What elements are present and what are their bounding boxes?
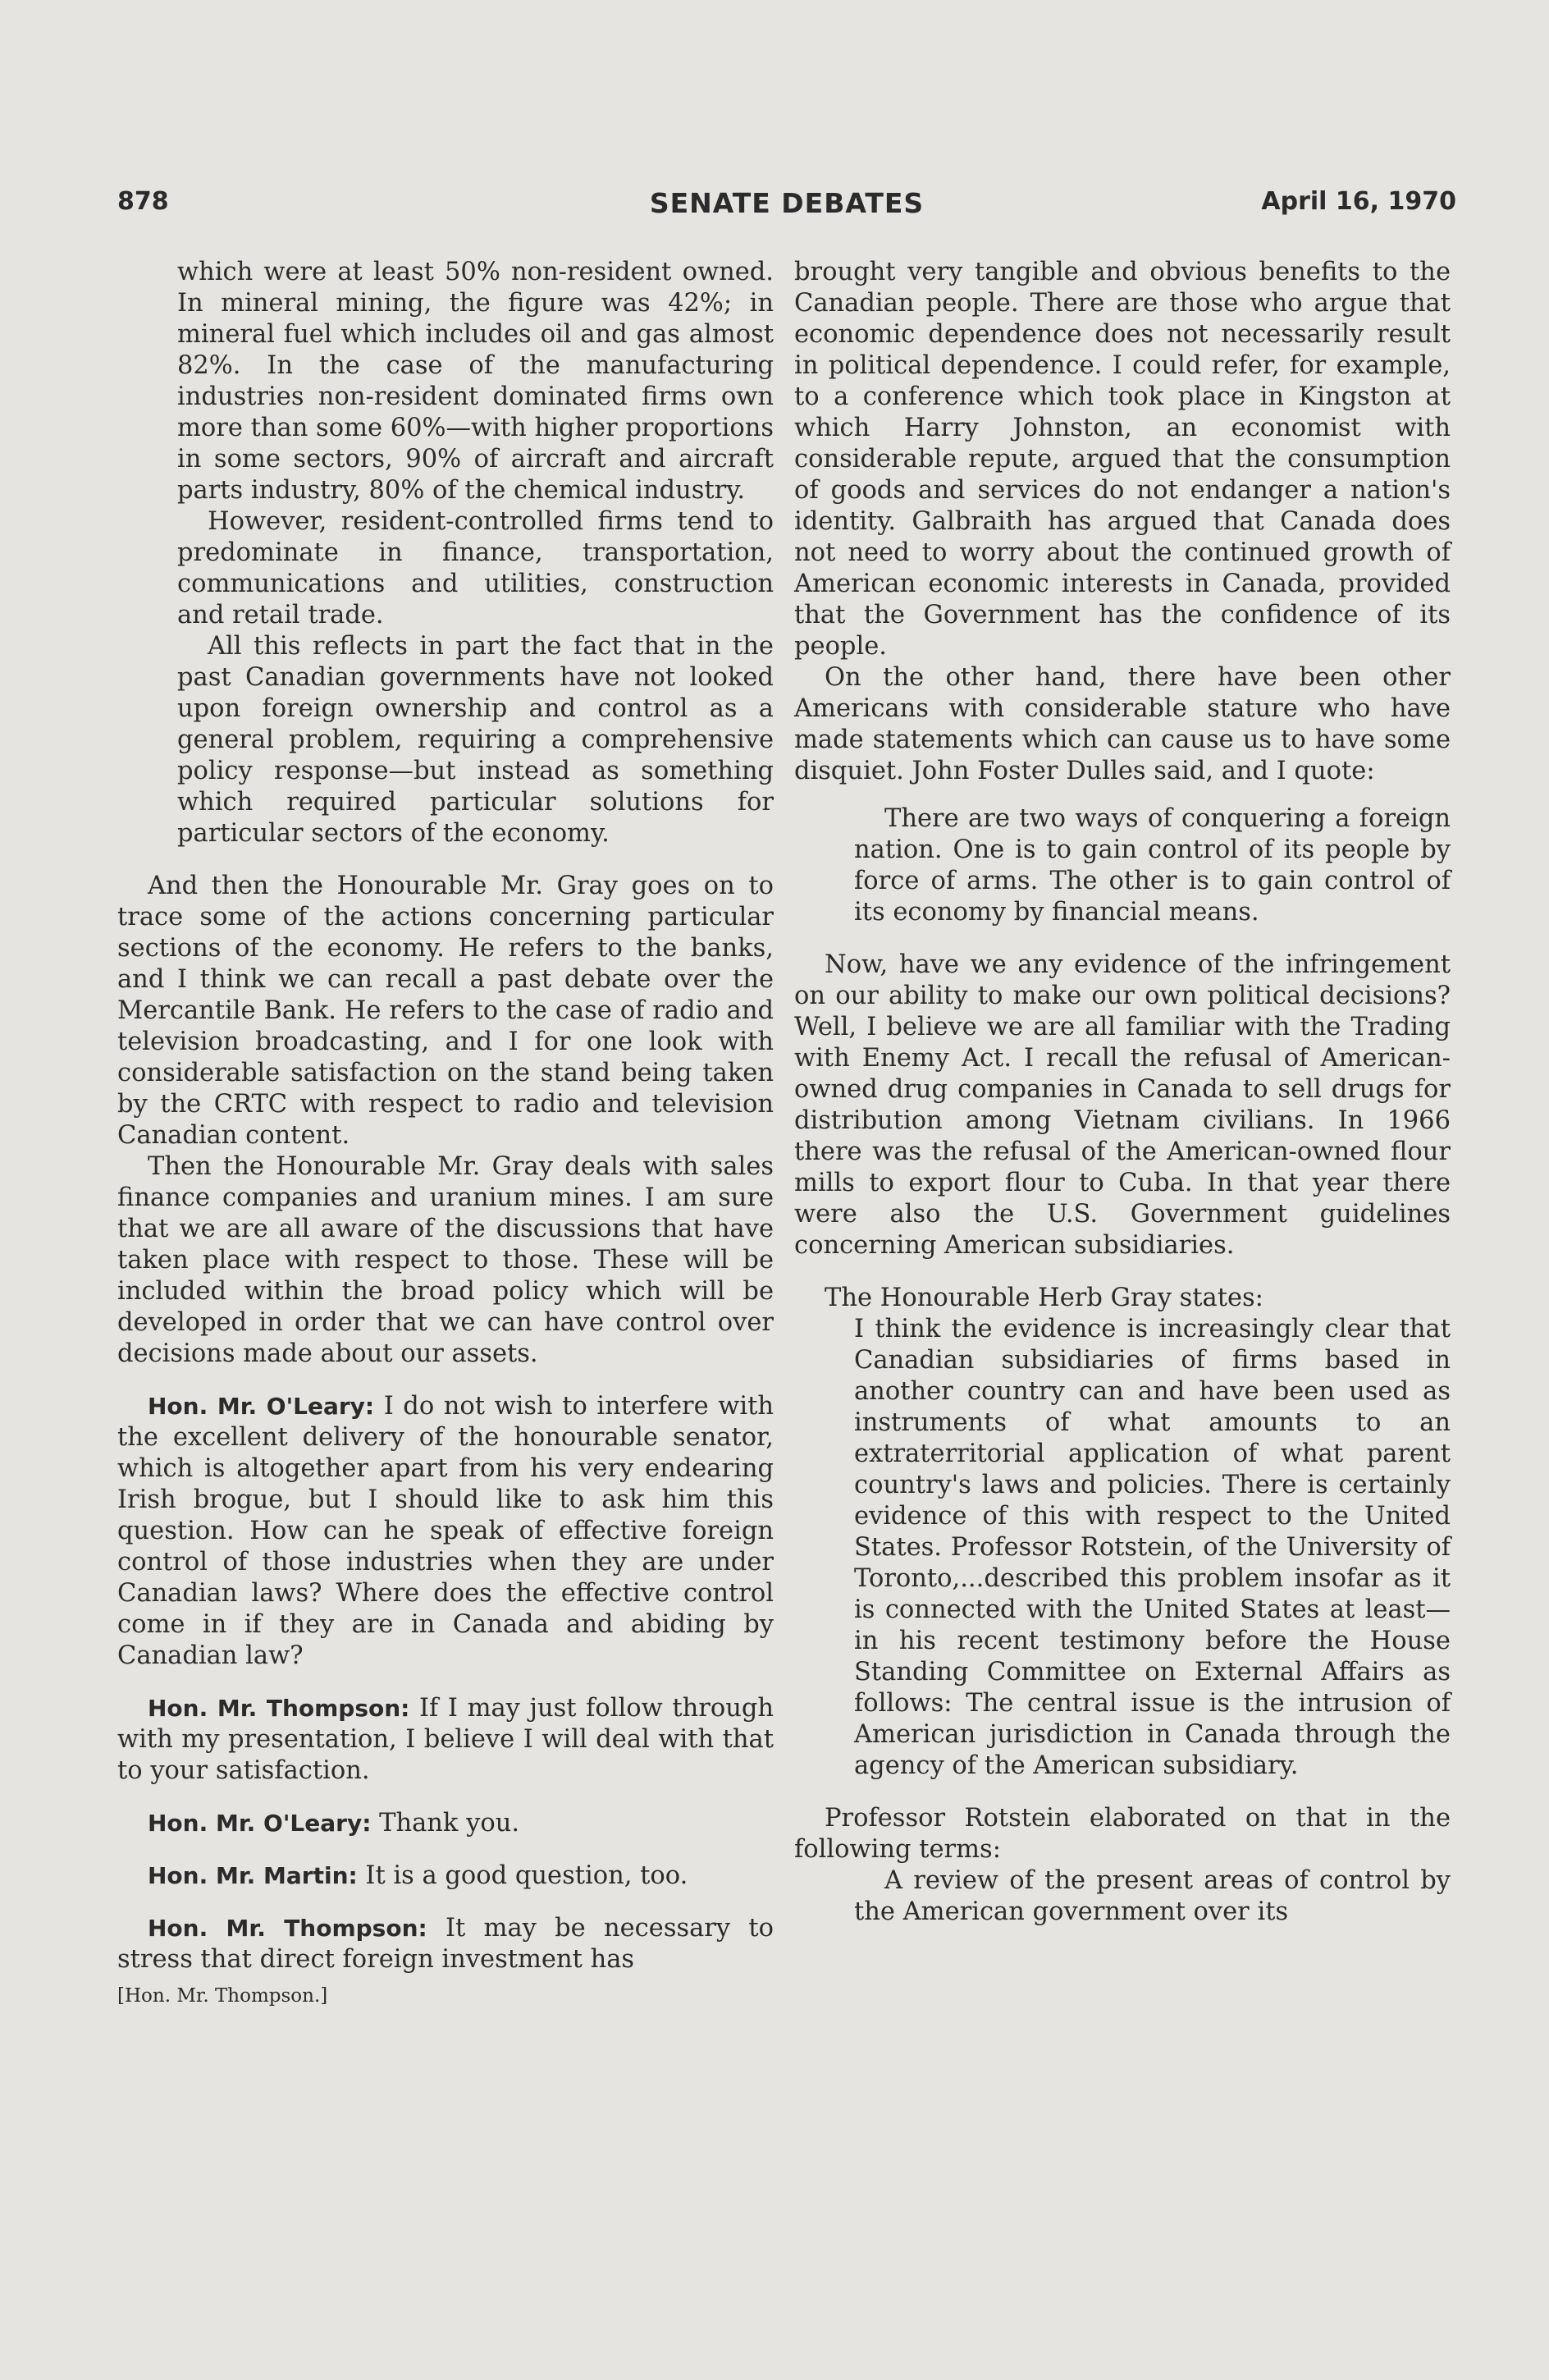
speaker-name: Hon. Mr. Martin: — [148, 1862, 358, 1889]
body-paragraph: Professor Rotstein elaborated on that in the following terms: — [794, 1804, 1451, 1864]
body-paragraph: The Honourable Herb Gray states: — [825, 1284, 1263, 1312]
right-column — [794, 257, 1451, 1928]
body-paragraph: brought very tangible and obvious benefits to the Canadian people. There are those who argue that economic dependence does not necessarily result in political dependence. I could refer, for example, to a conference which took place in Kingston at which Harry Johnston, an economist with considerable repute, argued that the consumption of goods and services do not endanger a nation's identity. Galbraith has argued that Canada does not need to worry about the continued growth of American economic interests in Canada, provided that the Government has the confidence of its people. — [794, 258, 1451, 661]
speaker-name: Hon. Mr. Thompson: — [148, 1915, 427, 1942]
speech-text: Thank you. — [371, 1809, 520, 1838]
quoted-paragraph: I think the evidence is increasingly clear that Canadian subsidiaries of firms based in another country can and have been used as instruments of what amounts to an extraterritorial application of what parent country's laws and policies. There is certainly evidence of this with respect to the United States. Professor Rotstein, of the University of Toronto,...described this problem insofar as it is connected with the United States at least—in his recent testimony before the House Standing Committee on External Affairs as follows: The central issue is the intrusion of American jurisdiction in Canada through the agency of the American subsidiary. — [854, 1315, 1451, 1780]
speech-paragraph — [117, 1913, 774, 1975]
speech-text: It is a good question, too. — [357, 1861, 688, 1890]
speech-paragraph — [117, 1391, 774, 1672]
speech-text: It may be necessary to stress that direct foreign investment has — [117, 1914, 774, 1974]
body-paragraph: On the other hand, there have been other Americans with considerable stature who have made statements which can cause us to have some disquiet. John Foster Dulles said, and I quote: — [794, 663, 1451, 785]
left-column — [117, 257, 774, 2012]
speech-paragraph — [117, 1693, 774, 1787]
speech-text: I do not wish to interfere with the excellent delivery of the honourable senator, which is altogether apart from his very endearing Irish brogue, but I should like to ask him this question. How can he speak of effective foreign control of those industries when they are under Canadian laws? Where does the effective control come in if they are in Canada and abiding by Canadian law? — [117, 1392, 774, 1670]
speaker-name: Hon. Mr. O'Leary: — [148, 1810, 372, 1837]
quoted-paragraph: A review of the present areas of control by the American government over its — [854, 1866, 1451, 1926]
speech-text: If I may just follow through with my presentation, I believe I will deal with that to your satisfaction. — [117, 1694, 774, 1785]
speech-paragraph — [117, 1861, 774, 1892]
issue-date: April 16, 1970 — [1261, 187, 1456, 216]
speaker-name: Hon. Mr. Thompson: — [148, 1695, 410, 1722]
body-paragraph: And then the Honourable Mr. Gray goes on to trace some of the actions concerning particular sections of the economy. He refers to the banks, and I think we can recall a past debate over the Mercantile Bank. He refers to the case of radio and television broadcasting, and I for one look with considerable satisfaction on the stand being taken by the CRTC with respect to radio and television Canadian content. — [117, 872, 774, 1150]
page-number: 878 — [117, 187, 169, 216]
speaker-attribution-footer: [Hon. Mr. Thompson.] — [117, 1985, 328, 2007]
quoted-paragraph: However, resident-controlled firms tend to predominate in finance, transportation, communications and utilities, construction and retail trade. — [177, 507, 774, 629]
publication-title: SENATE DEBATES — [649, 187, 925, 219]
speaker-name: Hon. Mr. O'Leary: — [148, 1393, 375, 1420]
body-paragraph: Now, have we any evidence of the infringement on our ability to make our own political decisions? Well, I believe we are all familiar with the Trading with Enemy Act. I recall the refusal of American-owned drug companies in Canada to sell drugs for distribution among Vietnam civilians. In 1966 there was the refusal of the American-owned flour mills to export flour to Cuba. In that year there were also the U.S. Government guidelines concerning American subsidiaries. — [794, 950, 1451, 1260]
quoted-paragraph: All this reflects in part the fact that in the past Canadian governments have not looked upon foreign ownership and control as a general problem, requiring a comprehensive policy response—but instead as something which required particular solutions for particular sectors of the economy. — [177, 632, 774, 848]
body-paragraph: Then the Honourable Mr. Gray deals with sales finance companies and uranium mines. I am sure that we are all aware of the discussions that have taken place with respect to those. These will be included within the broad policy which will be developed in order that we can have control over decisions made about our assets. — [117, 1152, 774, 1368]
running-header — [117, 187, 1456, 227]
speech-paragraph — [117, 1808, 774, 1839]
quoted-paragraph: which were at least 50% non-resident owned. In mineral mining, the figure was 42%; in mineral fuel which includes oil and gas almost 82%. In the case of the manufacturing industries non-resident dominated firms own more than some 60%—with higher proportions in some sectors, 90% of aircraft and aircraft parts industry, 80% of the chemical industry. — [177, 258, 774, 505]
quoted-paragraph: There are two ways of conquering a foreign nation. One is to gain control of its people by force of arms. The other is to gain control of its economy by financial means. — [854, 804, 1451, 927]
